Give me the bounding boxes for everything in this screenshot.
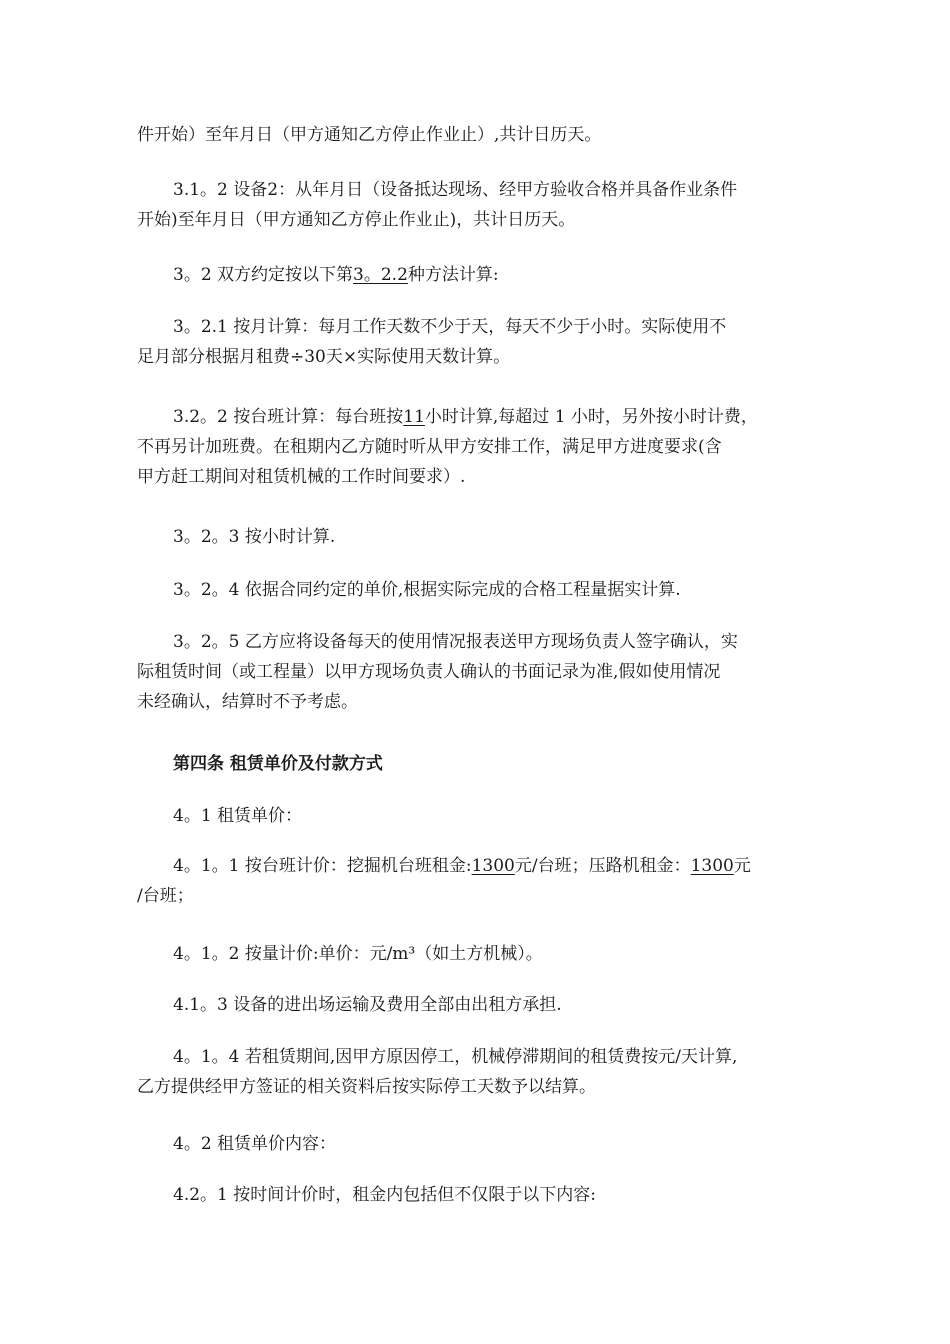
underlined-value: 1300 [471,856,515,876]
paragraph-continuation [137,120,827,150]
paragraph-3-1-2 [137,175,827,235]
text-segment: 3。2 双方约定按以下第 [173,265,354,285]
text-segment: 小时计算,每超过 1 小时，另外按小时计费， [424,407,758,427]
text-line [137,402,827,432]
text-line [137,260,827,290]
text-line: 不再另计加班费。在租期内乙方随时听从甲方安排工作，满足甲方进度要求(含 [137,437,722,457]
text-line: 开始)至年月日（甲方通知乙方停止作业止)，共计日历天。 [137,210,576,230]
paragraph-3-2-4 [137,575,827,605]
text-line: 足月部分根据月租费÷30天×实际使用天数计算。 [137,347,511,367]
text-line: 4.1。3 设备的进出场运输及费用全部由出租方承担. [173,995,562,1015]
text-line: 未经确认，结算时不予考虑。 [137,692,358,712]
text-line: 4。2 租赁单价内容： [173,1134,337,1154]
paragraph-3-2-1 [137,312,827,372]
text-line: 3。2。4 依据合同约定的单价,根据实际完成的合格工程量据实计算. [173,580,681,600]
paragraph-3-2-3 [137,522,827,552]
text-segment: 元/台班；压路机租金： [514,856,691,876]
paragraph-4-1-1 [137,851,827,911]
underlined-value: 1300 [690,856,734,876]
text-segment: 种方法计算: [407,265,499,285]
paragraph-4-1 [137,801,827,831]
section-heading-4 [137,749,827,779]
paragraph-3-2-2 [137,402,827,492]
text-line: 乙方提供经甲方签证的相关资料后按实际停工天数予以结算。 [137,1077,596,1097]
text-segment: 4。1。1 按台班计价：挖掘机台班租金: [173,856,472,876]
text-line: /台班； [137,886,194,906]
text-line [137,851,827,881]
paragraph-4-2 [137,1129,827,1159]
paragraph-4-2-1 [137,1180,827,1210]
text-line: 3。2.1 按月计算：每月工作天数不少于天，每天不少于小时。实际使用不 [173,317,727,337]
underlined-value: 3。2.2 [353,265,408,285]
text-segment: 3.2。2 按台班计算：每台班按 [173,407,404,427]
text-line: 4。1。2 按量计价:单价：元/m³（如土方机械）。 [173,944,543,964]
text-line: 3。2。3 按小时计算. [173,527,336,547]
section-heading: 第四条 租赁单价及付款方式 [173,754,383,774]
paragraph-4-1-2 [137,939,827,969]
text-line: 3.1。2 设备2：从年月日（设备抵达现场、经甲方验收合格并具备作业条件 [173,180,738,200]
text-line: 件开始）至年月日（甲方通知乙方停止作业止）,共计日历天。 [137,125,602,145]
underlined-value: 11 [403,407,425,427]
text-line: 4.2。1 按时间计价时，租金内包括但不仅限于以下内容: [173,1185,596,1205]
paragraph-3-2 [137,260,827,290]
text-line: 3。2。5 乙方应将设备每天的使用情况报表送甲方现场负责人签字确认，实 [173,632,738,652]
paragraph-4-1-4 [137,1042,827,1102]
text-line: 甲方赶工期间对租赁机械的工作时间要求）. [137,467,466,487]
text-segment: 元 [733,856,751,876]
text-line: 际租赁时间（或工程量）以甲方现场负责人确认的书面记录为准,假如使用情况 [137,662,721,682]
text-line: 4。1。4 若租赁期间,因甲方原因停工，机械停滞期间的租赁费按元/天计算, [173,1047,738,1067]
paragraph-3-2-5 [137,627,827,717]
paragraph-4-1-3 [137,990,827,1020]
text-line: 4。1 租赁单价： [173,806,303,826]
